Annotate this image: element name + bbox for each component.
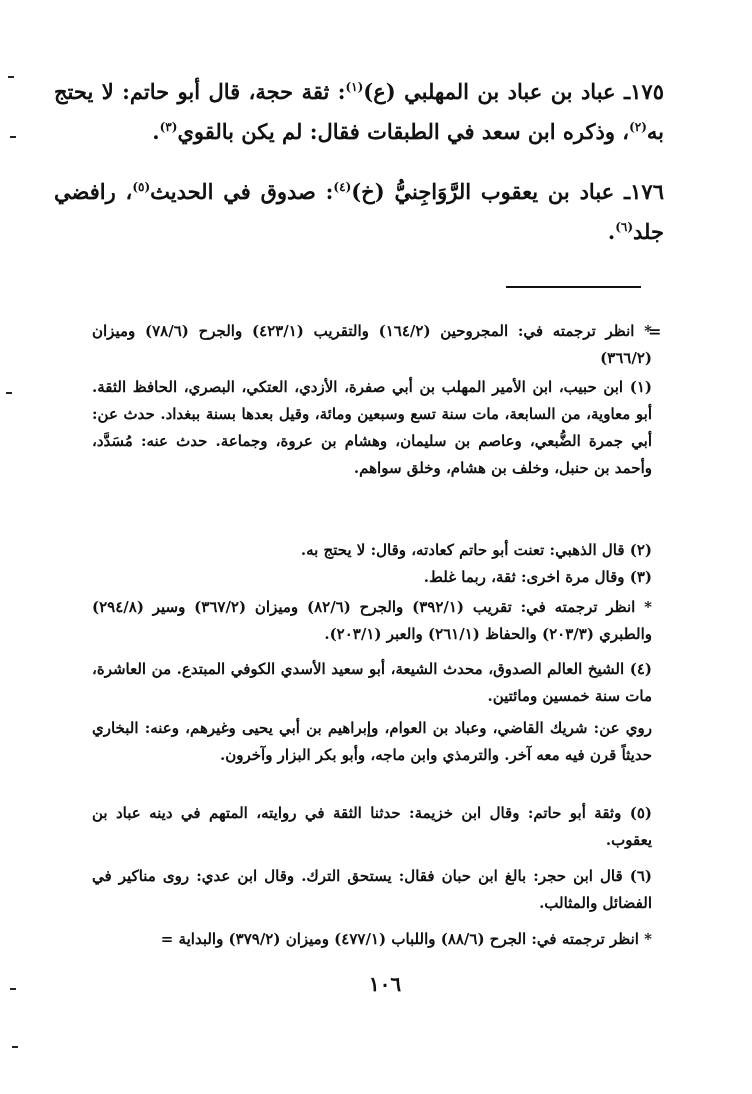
entry-text: : ثقة حجة، قال أبو حاتم: لا يحتج به <box>54 79 664 144</box>
footnote-ref: (٥) <box>132 180 151 194</box>
entry-number: ١٧٦ <box>630 179 664 204</box>
margin-tick <box>10 136 16 138</box>
continuation-mark: = <box>648 322 662 341</box>
page-number: ١٠٦ <box>368 972 402 996</box>
footnote-1: (١) ابن حبيب، ابن الأمير المهلب بن أبي صفرة، الأزدي، العتكي، البصري، الحافظ الثقة. أبو معاوية، من السابعة، مات سنة تسع وسبعين ومائة، وقيل بعدها بسنة ببغداد. حدث عن: أبي جمرة الضُّبعي، وعاصم بن سليمان، وهشام بن عروة، وجماعة. حدث عنه: مُسَدَّد، وأحمد بن حنبل، وخلف بن هشام، وخلق سواهم. <box>92 378 652 477</box>
footnote-ref: (٢) <box>629 120 647 134</box>
footnote-star-1: * انظر ترجمته في: المجروحين (١٦٤/٢) والتقريب (٤٢٣/١) والجرح (٧٨/٦) وميزان (٣٦٦/٢) <box>92 322 653 367</box>
entry-number: ١٧٥ <box>630 79 664 104</box>
footnote-ref: (٦) <box>615 220 634 234</box>
margin-tick <box>12 1046 18 1048</box>
footnote-ref: (٣) <box>159 120 178 134</box>
footnote-ref: (٤) <box>333 180 352 194</box>
footnote-3: (٣) وقال مرة اخرى: ثقة، ربما غلط. <box>423 568 652 586</box>
entry-heading: ـ عباد بن يعقوب الرَّوَاجِنيُّ (خ) <box>351 179 631 204</box>
entry-176 <box>54 172 664 252</box>
margin-tick <box>8 76 14 78</box>
entry-heading: ـ عباد بن عباد بن المهلبي (ع) <box>363 79 631 104</box>
footnote-2: (٢) قال الذهبي: تعنت أبو حاتم كعادته، وقال: لا يحتج به. <box>300 541 652 559</box>
entry-text: ، وذكره ابن سعد في الطبقات فقال: لم يكن بالقوي <box>177 119 630 144</box>
footnote-ref: (١) <box>345 80 364 94</box>
footnote-5: (٥) وثقة أبو حاتم: وقال ابن خزيمة: حدثنا الثقة في روايته، المتهم في دينه عباد بن يعقوب. <box>92 804 652 849</box>
footnote-star-3: * انظر ترجمته في: الجرح (٨٨/٦) واللباب (٤٧٧/١) وميزان (٣٧٩/٢) والبداية = <box>160 930 652 948</box>
footnote-star-2: * انظر ترجمته في: تقريب (٣٩٢/١) والجرح (٨٢/٦) وميزان (٣٦٧/٢) وسير (٢٩٤/٨) والطبري (٢٠٣/٣) والحفاظ (٢٦١/١) والعبر (٢٠٣/١). <box>92 598 652 643</box>
entry-175 <box>54 72 664 152</box>
entry-text: : صدوق في الحديث <box>150 179 334 204</box>
entry-end: . <box>607 219 616 244</box>
footnote-4-continued: روي عن: شريك القاضي، وعباد بن العوام، وإبراهيم بن أبي يحيى وغيرهم، وعنه: البخاري حديثاً قرن فيه معه آخر. والترمذي وابن ماجه، وأبو بكر البزار وآخرون. <box>92 719 652 764</box>
margin-tick <box>6 392 12 394</box>
footnote-4: (٤) الشيخ العالم الصدوق، محدث الشيعة، أبو سعيد الأسدي الكوفي المبتدع. من العاشرة، مات سنة خمسين ومائتين. <box>92 660 652 705</box>
footnote-6: (٦) قال ابن حجر: بالغ ابن حبان فقال: يستحق الترك. وقال ابن عدي: روى مناكير في الفضائل والمثالب. <box>92 867 652 912</box>
footnote-separator <box>506 286 641 288</box>
entry-text: ، رافضي جلد <box>54 179 664 244</box>
entry-end: . <box>152 119 160 144</box>
margin-tick <box>10 988 16 990</box>
